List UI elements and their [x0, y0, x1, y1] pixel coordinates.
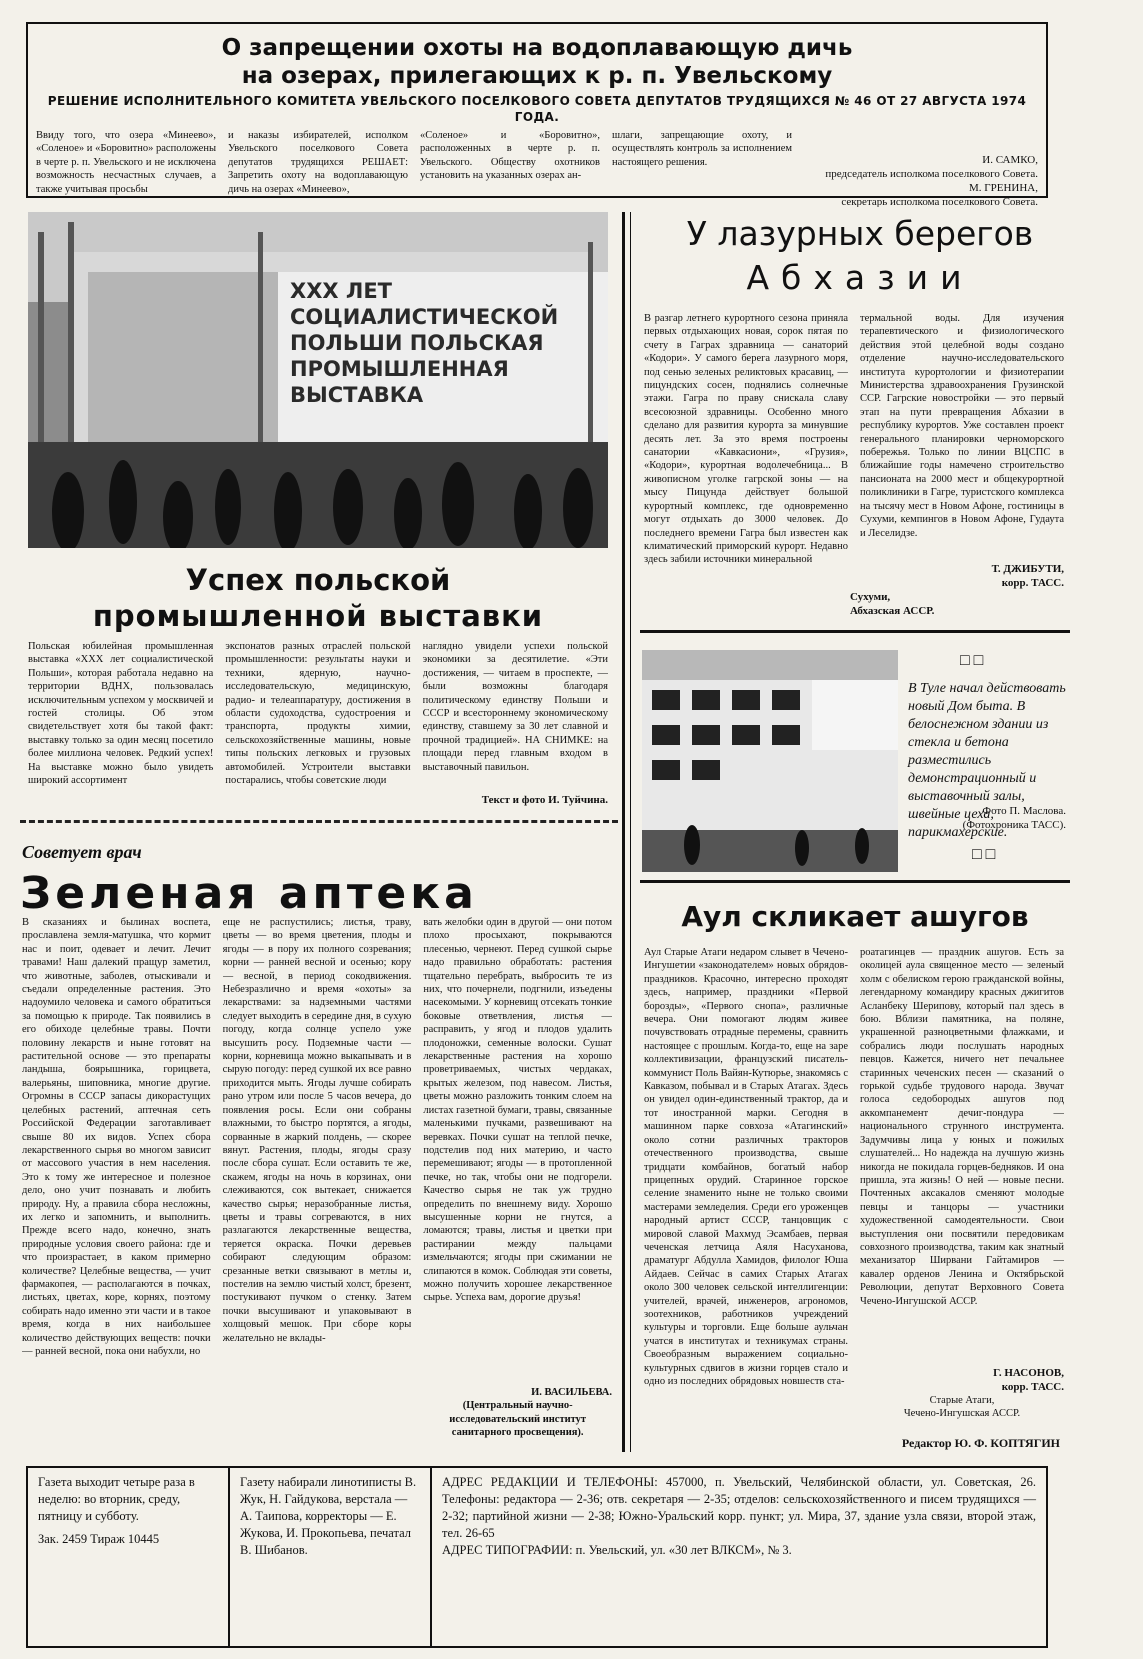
- aul-dateline-1: Старые Атаги,: [929, 1395, 995, 1406]
- decree-title-1: О запрещении охоты на водоплавающую дичь: [221, 35, 853, 61]
- section-rule-right: [640, 630, 1070, 633]
- exhibit-title: [28, 562, 608, 634]
- decree-sign-2-name: М. ГРЕНИНА,: [968, 182, 1038, 194]
- footer-address: АДРЕС РЕДАКЦИИ И ТЕЛЕФОНЫ: 457000, п. Увельский, Челябинской области, ул. Советская, 26. Телефоны: редактора — 2-36; отв. секретаря — 2-35; отделов: сельскохозяйственного и писем трудящихся — 2-32; партийной жизни — 2-38; Южно-Уральский корр. пункт; ул. Мира, 37, здание узла связи, второй этаж, тел. 26-65: [442, 1475, 1036, 1540]
- tula-credit-2: (Фотохроника ТАСС).: [962, 819, 1066, 831]
- aul-dateline-2: Чечено-Ингушская АССР.: [903, 1408, 1021, 1420]
- pharmacy-kicker: Советует врач: [22, 842, 142, 862]
- aul-col: [860, 946, 1064, 1444]
- abkhazia-sign-name: Т. ДЖИБУТИ,: [991, 563, 1064, 575]
- tula-ornament-top: □ □: [960, 652, 984, 669]
- exhibition-photo: [28, 212, 608, 548]
- decree-sign-1-name: И. САМКО,: [982, 154, 1038, 166]
- tula-credit-1: Фото П. Маслова.: [982, 805, 1066, 817]
- decree-col: Ввиду того, что озера «Минеево», «Соленое» и «Боровитно» расположены в черте р. п. Увельского и не исключена возможность несчастных случаев, а также учитывая просьбы: [36, 130, 216, 195]
- footer-staff: Газету набирали линотиписты В. Жук, Н. Гайдукова, верстала — А. Таипова, корректоры — Е. Жукова, И. Прокопьева, печатал В. Шибанов.: [240, 1475, 417, 1557]
- aul-sign-role: корр. ТАСС.: [1001, 1381, 1064, 1393]
- decree-col: шлаги, запрещающие охоту, и осуществлять контроль за исполнением настоящего решения.: [612, 130, 792, 168]
- pharmacy-sign-org: (Центральный научно-исследовательский институт санитарного просвещения).: [449, 1400, 587, 1439]
- aul-title: Аул скликает ашугов: [681, 900, 1029, 933]
- abkhazia-title: [640, 212, 1080, 300]
- abkhazia-dateline-2: Абхазская АССР.: [850, 605, 935, 617]
- decree-col: «Соленое» и «Боровитно», расположенных в черте р. п. Увельского. Обществу охотников установить на указанных озерах ан-: [420, 130, 600, 182]
- footer-col-staff: [230, 1468, 432, 1646]
- abkhazia-col-text: термальной воды. Для изучения терапевтического и физиологического действия этой целебной воды создано отделение научно-исследовательского института курортологии и физиотерапии Министерства здравоохранения Грузинской ССР. Гагрские новостройки — это первый этап на пути превращения Абхазии в республику курортов. Уже составлен проект генерального планировки черноморского побережья. Только по линии ВЦСПС в ближайшие годы намечено строительство пансионата на 2000 мест и общекурортной поликлиники в Гагре, туристского комплекса на тысячу мест в Новом Афоне, гостиницы в Сухуми, кемпингов в Новом Афоне, Гудаута и Леселидзе.: [860, 313, 1064, 539]
- aul-col: Аул Старые Атаги недаром слывет в Чечено-Ингушетии «законодателем» новых обрядов-праздников. Красочно, интересно проходят здесь, например, праздники «Первой борозды», «Первого снопа», различные вечера. Они помогают людям живее почувствовать отрадные перемены, сравнить настоящее с прошлым. Когда-то, еще на заре коллективизации, французский писатель-коммунист Поль Вайян-Кутюрье, знакомясь с Кавказом, побывал и в Старых Атагах. Здесь он увидел один-единственный трактор, да и тот иностранной марки. Сегодня в машинном парке совхоза «Атагинский» около сотни различных тракторов отечественного производства, свыше тридцати комбайнов, богатый набор прицепных орудий. Старинное горское селение знаменито ныне не только своими мастерами земледелия. Среди его уроженцев народный артист СССР, танцовщик с мировой славой Махмуд Эсамбаев, первая чеченская летчица Аяля Насуханова, драматург Абдулла Хамидов, филолог Юша Айдаев. Сейчас в самих Старых Атагах около 300 человек сельской интеллигенции: учителей, врачей, инженеров, агрономов, зоотехников, работников учреждений культуры и торговли. Еще больше аульчан учатся в институтах и техникумах страны. Своеобразным выражением социально-культурных сдвигов в жизни горцев стало и одно из последних обрядовых новшеств ста-: [644, 947, 848, 1387]
- tula-credit: [908, 804, 1066, 832]
- tula-photo-art: [642, 650, 898, 872]
- column-divider: [622, 212, 625, 1452]
- decree-title-2: на озерах, прилегающих к р. п. Увельскому: [241, 63, 833, 89]
- pharmacy-body: [22, 916, 612, 1448]
- decree-signatures: [804, 129, 1038, 207]
- exhibit-title-2: промышленной выставки: [92, 599, 544, 633]
- decree-subtitle: РЕШЕНИЕ ИСПОЛНИТЕЛЬНОГО КОМИТЕТА УВЕЛЬСКОГО ПОСЕЛКОВОГО СОВЕТА ДЕПУТАТОВ ТРУДЯЩИХСЯ № 46 ОТ 27 АВГУСТА 1974 ГОДА.: [47, 94, 1027, 124]
- tula-caption: В Туле начал действовать новый Дом быта. В белоснежном здании из стекла и бетона разместились демонстрационный и выставочный залы, швейные цеха, парикмахерские.: [908, 681, 1066, 840]
- pharmacy-title: Зеленая аптека: [20, 868, 478, 919]
- exhibit-credit: Текст и фото И. Туйчина.: [481, 794, 608, 806]
- aul-col-text: роатагинцев — праздник ашугов. Есть за околицей аула священное место — зеленый холм с обелиском герою гражданской войны, легендарному командиру красных джигитов Асланбеку Шерипову, который пал здесь в бою. Вблизи памятника, на поляне, украшенной разноцветными флажками, и собрались люди послушать народных певцов. Кажется, ничего нет печальнее старинных чеченских песен — сказаний о горькой судьбе трудового народа. Звучат голоса седобородых ашугов под аккомпанемент дечиг-пондура — национального струнного инструмента. Задумчивы лица у юных и пожилых слушателей... Но надежда на лучшую жизнь никогда не покидала горцев-бедняков. И она пришла, эта жизнь! О ней — новые песни. Почтенных аксакалов сменяют молодые певцы и танцоры — участники художественной самодеятельности. Свои выступления они посвятили передовикам совхозного производства, таким как знатный механизатор Ширвани Гайтамиров — кавалер орденов Ленина и Октябрьской Революции, депутат Верховного Совета Чечено-Ингушской АССР.: [860, 947, 1064, 1307]
- abkhazia-title-2: Абхазии: [746, 258, 974, 297]
- abkhazia-body: [644, 312, 1064, 614]
- decree-col: и наказы избирателей, исполком Увельского поселкового Совета депутатов трудящихся РЕШАЕТ: Запретить охоту на водоплавающую дичь на озерах «Минеево»,: [228, 130, 408, 195]
- pharmacy-col: еще не распустились; листья, траву, цветы — во время цветения, плоды и ягоды — в пору их полного созревания; корни — ранней весной и осенью; кору — весной, в период сокодвижения. Небезразлично и время «охоты» за лекарствами: за надземными частями следует выходить в середине дня, в сухую погоду, когда солнце успело уже высушить росу. Подземные части — корни, корневища можно выкапывать и в сырую погоду: перед сушкой их все равно приходится мыть. Ягоды лучше собирать рано утром или после 5 часов вечера, до появления росы. Если они собраны влажными, то быстро портятся, а ягоды, сорванные в жаркий полдень, — скорее вянут. Растения, плоды, ягоды сразу после сбора сушат. Если оставить те же, скажем, ягоды на ночь в корзинах, они слеживаются, сок вытекает, снижается качество сырья; неразобранные листья, цветы и травы согреваются, в них разлагаются лекарственные вещества, теряется окраска. Почки деревьев собирают следующим образом: срезанные ветки связывают в метлы и, постелив на землю чистый холст, брезент, постукивают пучком о стенку. Затем почки высушивают и упаковывают в холщовый мешок. При сборе коры желательно не вклады-: [222, 917, 412, 1344]
- abkhazia-col: В разгар летнего курортного сезона приняла первых отдыхающих новая, сорок пятая по счету в Гаграх здравница — санаторий «Кодори». У самого берега лазурного моря, под сенью зеленых реликтовых красавиц, — пицундских сосен, поднялись солнечные этажи. Гагра по праву снискала славу всесоюзной здравницы. Особенно много сделано для развития курорта за минувшие десять лет. За это время построены санатории «Кавкасиони», «Грузия», «Кодори», курортная водолечебница... В живописном уголке гагрской зоны — на мысу Пицунда действует большой курортный комплекс, где одновременно могут отдыхать до 3000 человек. До последнего времени Гагра был известен как климатический приморский курорт. Недавно здесь забили источники минеральной: [644, 313, 848, 566]
- decree-box: [26, 22, 1048, 207]
- footer-schedule: Газета выходит четыре раза в неделю: во вторник, среду, пятницу и субботу.: [38, 1475, 195, 1523]
- abkhazia-dateline-1: Сухуми,: [850, 591, 891, 603]
- tula-photo: [642, 650, 898, 872]
- column-divider-thin: [630, 212, 631, 1452]
- exhibit-col: Польская юбилейная промышленная выставка «XXX лет социалистической Польши», которая работала недавно на территории ВДНХ, пользовалась исключительным успехом у москвичей и гостей столицы. Об этом свидетельствует хотя бы такой факт: выставку только за один месяц посетило более миллиона человек. Редкий успех! На выставке можно было увидеть широкий ассортимент: [28, 641, 214, 787]
- abkhazia-dateline: [850, 590, 934, 618]
- section-rule-right-2: [640, 880, 1070, 883]
- decree-sign-2-role: секретарь исполкома поселкового Совета.: [841, 196, 1038, 207]
- exhibit-body: [28, 640, 608, 792]
- pharmacy-sign-name: И. ВАСИЛЬЕВА.: [531, 1387, 613, 1398]
- editor-line: Редактор Ю. Ф. КОПТЯГИН: [901, 1436, 1060, 1450]
- exhibit-col: наглядно увидели успехи польской экономики за десятилетие. «Эти достижения, — читаем в проспекте, — были возможны благодаря политическому единству Польши и СССР и всестороннему экономическому единству, ставшему за 30 лет славной и прочной традицией». НА СНИМКЕ: на площади перед главным входом в выставочный павильон.: [422, 641, 608, 773]
- footer-col-address: [432, 1468, 1046, 1646]
- footer-print-address: АДРЕС ТИПОГРАФИИ: п. Увельский, ул. «30 лет ВЛКСМ», № 3.: [442, 1543, 792, 1557]
- decree-sign-1-role: председатель исполкома поселкового Совета.: [825, 168, 1038, 180]
- pharmacy-col: [423, 916, 612, 1448]
- abkhazia-col: [860, 312, 1064, 614]
- exhibit-title-1: Успех польской: [185, 563, 451, 597]
- aul-body: [644, 946, 1064, 1444]
- tula-ornament-bottom: □ □: [972, 846, 996, 863]
- abkhazia-sign-role: корр. ТАСС.: [1001, 577, 1064, 589]
- section-rule: [20, 820, 618, 823]
- pharmacy-col: В сказаниях и былинах воспета, прославлена земля-матушка, что кормит нас и поит, одевает и лечит. Лечит травами! Наш далекий пращур заметил, что животные, заболев, отыскивали и съедали определенные растения. Это надоумило человека и самого обратиться за помощью к природе. Так появились в его обиходе целебные травы. Почти половину лекарств и ныне готовят на растительной основе — это препараты ландыша, боярышника, горицвета, валерьяны, шиповника, многие другие. Огромны в СССР запасы дикорастущих целебных растений, аптечная сеть Российской Федерации заготавливает свыше 80 их видов. Успех сбора лекарственного сырья во многом зависит от массового участия в нем населения. Это к тому же интересное и полезное дело, оно учит познавать и любить природу. Ну, а правила сбора несложны, их легко и запомнить, и выполнить. Прежде всего надо, конечно, знать природные условия своего района: где и что произрастает, в каком примерно количестве? Целебные вещества, — учит фармакопея, — располагаются в почках, листьях, цветах, коре, корнях, поэтому собирать надо именно эти части и в такое время, когда в них наибольшее количество действующих веществ: почки — ранней весной, пока они набухли, но: [22, 917, 211, 1357]
- abkhazia-title-1: У лазурных берегов: [686, 214, 1034, 253]
- exhibition-banner-text: XXX ЛЕТ СОЦИАЛИСТИЧЕСКОЙ ПОЛЬШИ ПОЛЬСКАЯ ПРОМЫШЛЕННАЯ ВЫСТАВКА: [290, 279, 559, 407]
- footer-order: Зак. 2459 Тираж 10445: [38, 1532, 160, 1546]
- pharmacy-col-text: вать желобки один в другой — они потом плохо просыхают, покрываются плесенью, чернеют. Перед сушкой сырье надо правильно обработать: растения тщательно перебрать, выбросить те из них, что почернели, подгнили, изъедены насекомыми. У корневищ отсекать тонкие боковые ответвления, листья — расправить, у ягод и плодов удалить плодоножки, семенные волоски. Сушат лекарственные растения на хорошо проветриваемых, чистых чердаках, крытых железом, под навесом. Листья, цветы можно разложить тонким слоем на листах газетной бумаги, травы, связанные маленькими пучками, развешивают на веревках. Почки сушат на теплой печке, подстелив под них материю, и часто перемешивают; ягоды — в протопленной печке, но так, чтобы они не подгорели. Качество сырья не так уж трудно определить по внешнему виду. Хорошо высушенные корни не гнутся, а ломаются; травы, листья и цветки при растирании между пальцами измельчаются; ягоды при сжимании не слипаются в комок. Соблюдая эти советы, можно получить хорошее лекарственное сырье. Успеха вам, дорогие друзья!: [423, 917, 613, 1304]
- footer-box: [26, 1466, 1048, 1648]
- footer-col-schedule: [28, 1468, 230, 1646]
- aul-sign-name: Г. НАСОНОВ,: [993, 1367, 1064, 1379]
- exhibit-col: экспонатов разных отраслей польской промышленности: результаты науки и техники, ядерную, научно-исследовательскую, медицинскую, радио- и телеаппаратуру, достижения в области судоходства, судостроения и транспорта, продукты химии, сельскохозяйственные машины, новые типы польских легковых и грузовых автомобилей. Устроители выставки постарались, чтобы советские люди: [225, 641, 411, 787]
